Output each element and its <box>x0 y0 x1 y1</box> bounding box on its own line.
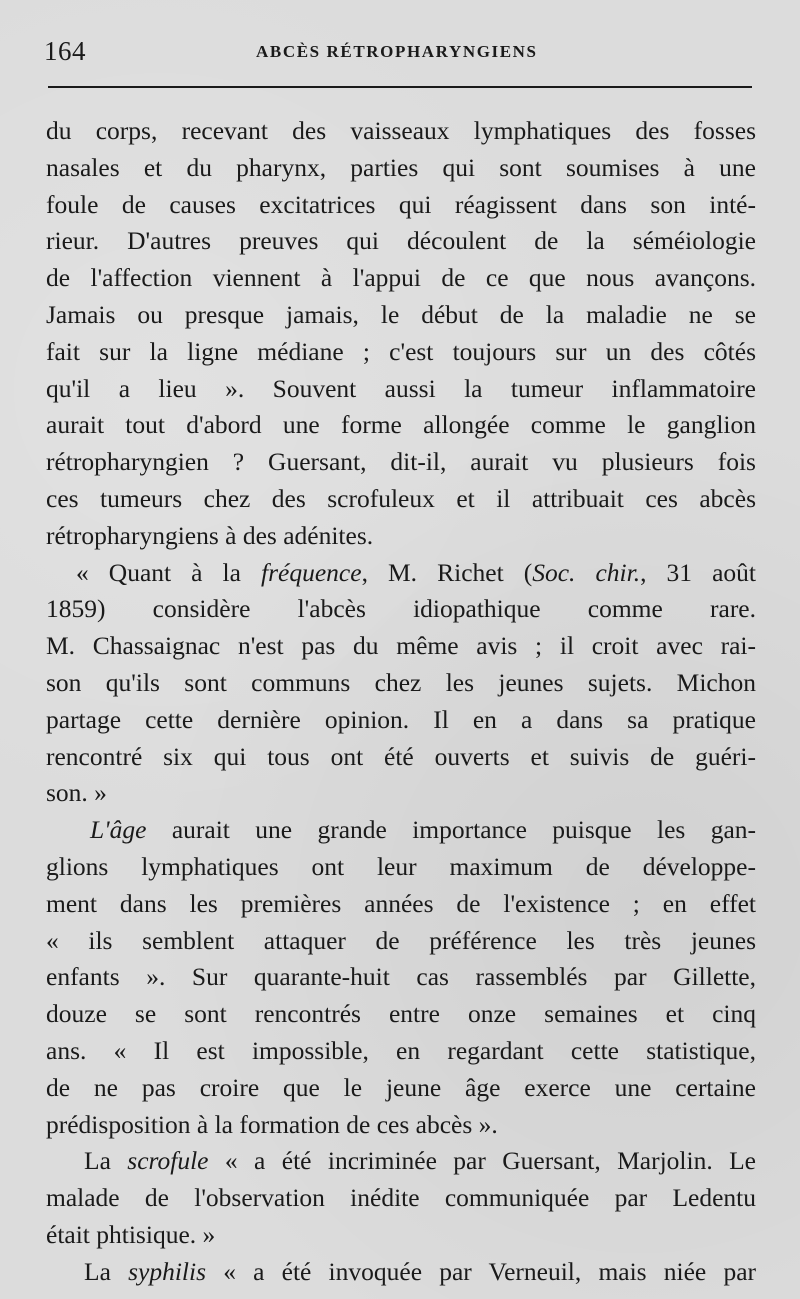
text-line: nasales et du pharynx, parties qui sont soumises à une <box>46 152 756 182</box>
running-head: ABCÈS RÉTROPHARYNGIENS <box>256 42 538 61</box>
text-line: rétropharyngiens à des adénites. <box>46 520 374 550</box>
text-line: Jamais ou presque jamais, le début de la maladie ne se <box>46 299 756 329</box>
page-header <box>44 30 750 70</box>
text-line: du corps, recevant des vaisseaux lymphatiques des fosses <box>46 116 756 145</box>
text-line: douze se sont rencontrés entre onze semaines et cinq <box>46 999 756 1029</box>
text-line: son qu'ils sont communs chez les jeunes sujets. Michon <box>46 667 756 697</box>
text-line: rétropharyngien ? Guersant, dit-il, aurait vu plusieurs fois <box>46 447 756 477</box>
text-line: partage cette dernière opinion. Il en a dans sa pratique <box>46 704 756 734</box>
text-run: aurait une grande importance puisque les gan- <box>146 815 756 845</box>
text-run: , M. Richet ( <box>361 557 533 587</box>
text-run: « Quant à la <box>76 557 262 587</box>
text-line: rieur. D'autres preuves qui découlent de la séméiologie <box>46 226 756 256</box>
text-run: « a été incriminée par Guersant, Marjolin. Le <box>208 1146 756 1176</box>
text-line: son. » <box>46 778 107 808</box>
page-number: 164 <box>44 36 86 66</box>
text-line: ment dans les premières années de l'existence ; en effet <box>46 888 756 918</box>
italic-term: syphilis <box>128 1256 207 1286</box>
text-line: de l'affection viennent à l'appui de ce que nous avançons. <box>46 263 756 293</box>
text-line: était phtisique. » <box>46 1219 216 1249</box>
text-line <box>46 812 756 849</box>
text-line <box>46 555 756 592</box>
text-line: rencontré six qui tous ont été ouverts et suivis de guéri- <box>46 741 756 771</box>
text-line <box>46 1254 756 1291</box>
text-line: foule de causes excitatrices qui réagissent dans son inté- <box>46 189 756 219</box>
header-rule <box>48 86 752 88</box>
text-line: qu'il a lieu ». Souvent aussi la tumeur inflammatoire <box>46 373 756 403</box>
text-line: ans. « Il est impossible, en regardant cette statistique, <box>46 1035 756 1065</box>
text-line: M. Chassaignac n'est pas du même avis ; il croit avec rai- <box>46 631 756 661</box>
text-line: ces tumeurs chez des scrofuleux et il attribuait ces abcès <box>46 483 756 513</box>
text-line: « ils semblent attaquer de préférence les très jeunes <box>46 925 756 955</box>
text-line: aurait tout d'abord une forme allongée comme le ganglion <box>46 410 756 440</box>
text-run: « a été invoquée par Verneuil, mais niée par <box>206 1256 757 1286</box>
body-text <box>46 113 756 1291</box>
text-run: , 31 août <box>640 557 757 587</box>
italic-term: scrofule <box>127 1146 209 1176</box>
text-line: enfants ». Sur quarante-huit cas rassemblés par Gillette, <box>46 962 756 992</box>
italic-term: L'âge <box>90 815 147 845</box>
italic-citation: Soc. chir. <box>532 557 641 587</box>
text-line: malade de l'observation inédite communiquée par Ledentu <box>46 1183 756 1213</box>
text-line <box>46 1143 756 1180</box>
text-line: glions lymphatiques ont leur maximum de développe- <box>46 851 756 881</box>
text-line: 1859) considère l'abcès idiopathique comme rare. <box>46 594 756 624</box>
text-line: de ne pas croire que le jeune âge exerce une certaine <box>46 1072 756 1102</box>
text-run: La <box>84 1146 128 1176</box>
text-run: La <box>84 1256 129 1286</box>
text-line: prédisposition à la formation de ces abcès ». <box>46 1109 498 1139</box>
text-line: fait sur la ligne médiane ; c'est toujours sur un des côtés <box>46 336 756 366</box>
italic-term: fréquence <box>261 557 362 587</box>
